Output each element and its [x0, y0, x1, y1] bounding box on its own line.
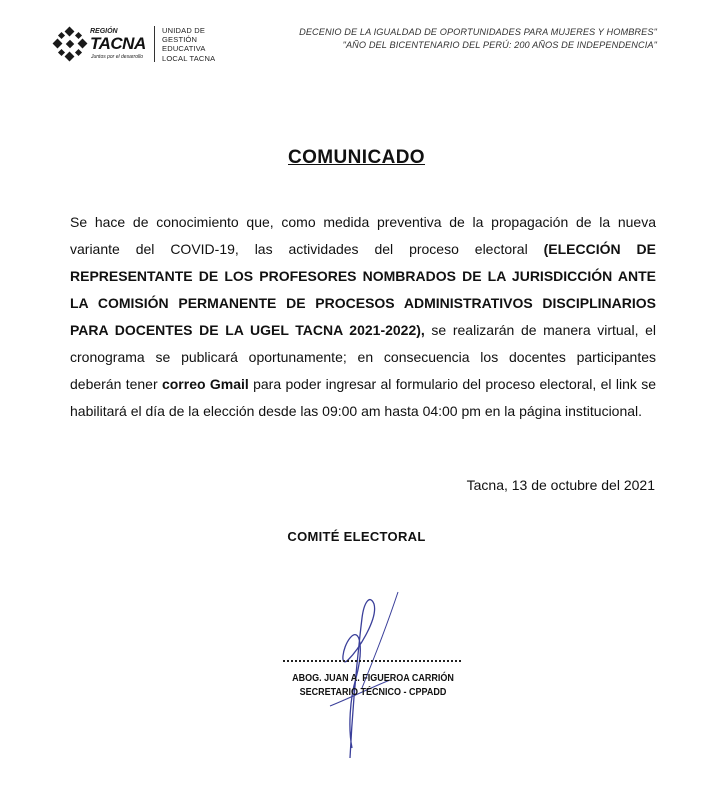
document-title: COMUNICADO	[288, 147, 425, 168]
logo-tagline: Juntos por el desarrollo	[91, 54, 143, 60]
signature-line	[283, 660, 461, 662]
signer-name: ABOG. JUAN A. FIGUEROA CARRIÓN	[292, 673, 454, 684]
body-text-3: para poder ingresar al formulario del proceso electoral, el link se habilitará el día de la elección desde las 09:00 am hasta 04:00 pm en la página institucional.	[70, 376, 656, 419]
ugel-line: LOCAL TACNA	[162, 53, 216, 63]
ugel-line: GESTIÓN	[162, 35, 198, 45]
letterhead	[0, 0, 713, 70]
body-bold-2: correo Gmail	[161, 376, 249, 392]
document-body	[70, 209, 656, 425]
decree-line: DECENIO DE LA IGUALDAD DE OPORTUNIDADES PARA MUJERES Y HOMBRES"	[299, 27, 657, 37]
region-tacna-logo-icon	[50, 24, 90, 64]
body-bold-1: (ELECCIÓN DE REPRESENTANTE DE LOS PROFESORES NOMBRADOS DE LA JURISDICCIÓN ANTE LA COMISIÓN PERMANENTE DE PROCESOS ADMINISTRATIVOS DISCIPLINARIOS PARA DOCENTES DE LA UGEL TACNA 2021-2022),	[70, 241, 656, 338]
body-text-2: se realizarán de manera virtual, el cronograma se publicará oportunamente; en consecuencia los docentes participantes deberán tener	[70, 322, 656, 392]
committee-label: COMITÉ ELECTORAL	[287, 529, 426, 544]
signer-role: SECRETARIO TÉCNICO - CPPADD	[299, 687, 447, 698]
logo-region-name: TACNA	[90, 34, 146, 53]
decree-line: "AÑO DEL BICENTENARIO DEL PERÚ: 200 AÑOS DE INDEPENDENCIA"	[342, 40, 657, 50]
logo-region-label: REGIÓN	[90, 28, 118, 35]
logo-divider	[154, 26, 155, 62]
ugel-line: UNIDAD DE	[162, 26, 206, 35]
body-text-1: Se hace de conocimiento que, como medida preventiva de la propagación de la nueva variante del COVID-19, las actividades del proceso electoral	[70, 214, 656, 257]
ugel-name	[162, 26, 215, 63]
date-line: Tacna, 13 de octubre del 2021	[466, 477, 655, 493]
decree-text	[299, 26, 657, 52]
ugel-line: EDUCATIVA	[162, 44, 206, 54]
